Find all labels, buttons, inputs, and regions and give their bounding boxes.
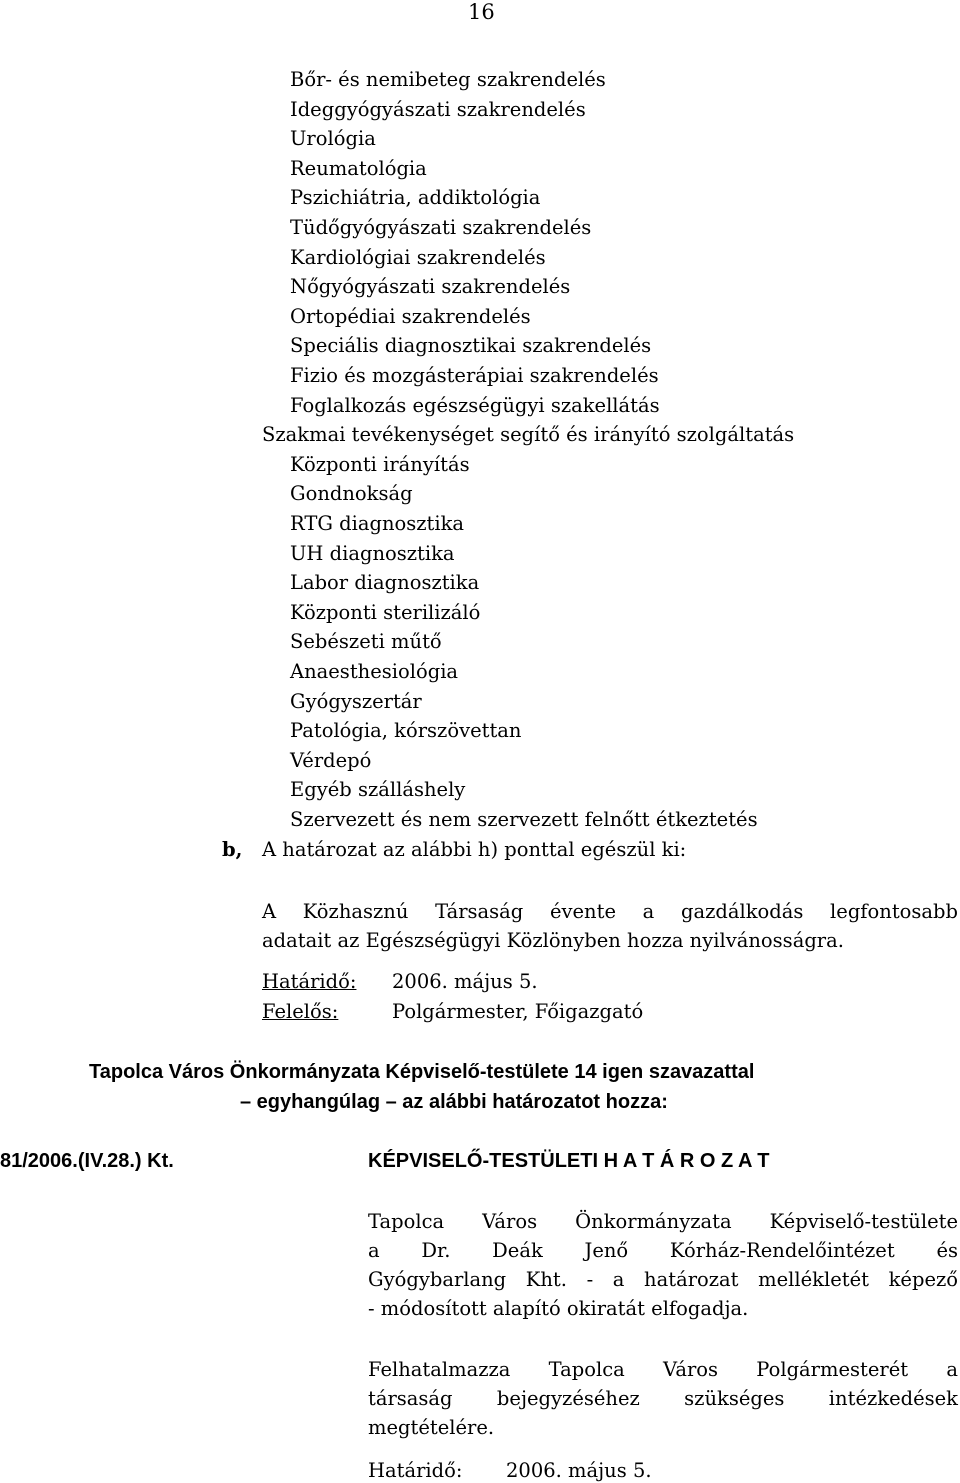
decision-paragraph-line: a Dr. Deák Jenő Kórház-Rendelőintézet és bbox=[368, 1239, 958, 1262]
service-list-item: Fizio és mozgásterápiai szakrendelés bbox=[290, 364, 659, 387]
service-list-item: Kardiológiai szakrendelés bbox=[290, 246, 546, 269]
service-list-item: Egyéb szálláshely bbox=[290, 778, 466, 801]
service-list-item: Szervezett és nem szervezett felnőtt étkeztetés bbox=[290, 808, 758, 831]
service-list-item: Ortopédiai szakrendelés bbox=[290, 305, 531, 328]
service-list-item: Bőr- és nemibeteg szakrendelés bbox=[290, 68, 606, 91]
responsible-value: Polgármester, Főigazgató bbox=[392, 1000, 644, 1023]
publication-line: A Közhasznú Társaság évente a gazdálkodás legfontosabb bbox=[262, 900, 958, 923]
service-list-item: Gondnokság bbox=[290, 482, 413, 505]
service-list-item: Ideggyógyászati szakrendelés bbox=[290, 98, 586, 121]
service-list-item: Szakmai tevékenységet segítő és irányító szolgáltatás bbox=[262, 423, 795, 446]
item-b-letter: b, bbox=[222, 838, 243, 861]
service-list-item: Patológia, kórszövettan bbox=[290, 719, 522, 742]
service-list-item: Labor diagnosztika bbox=[290, 571, 480, 594]
decision-heading: KÉPVISELŐ-TESTÜLETI H A T Á R O Z A T bbox=[368, 1150, 770, 1172]
item-b-text: A határozat az alábbi h) ponttal egészül ki: bbox=[262, 838, 687, 861]
page-number: 16 bbox=[468, 0, 495, 24]
service-list-item: Anaesthesiológia bbox=[290, 660, 459, 683]
service-list-item: UH diagnosztika bbox=[290, 542, 455, 565]
decision-paragraph-2 bbox=[368, 1355, 958, 1442]
service-list-item: Pszichiátria, addiktológia bbox=[290, 186, 541, 209]
decision-paragraph-1 bbox=[368, 1207, 958, 1323]
vote-line: – egyhangúlag – az alábbi határozatot hozza: bbox=[240, 1091, 668, 1113]
publication-line: adatait az Egészségügyi Közlönyben hozza nyilvánosságra. bbox=[262, 929, 844, 952]
service-list-item: Központi irányítás bbox=[290, 453, 470, 476]
decision-deadline-value: 2006. május 5. bbox=[506, 1459, 652, 1482]
service-list-item: Vérdepó bbox=[290, 749, 372, 772]
service-list-item: Tüdőgyógyászati szakrendelés bbox=[290, 216, 592, 239]
decision-paragraph-line: Felhatalmazza Tapolca Város Polgármesterét a bbox=[368, 1358, 958, 1381]
service-list-item: Sebészeti műtő bbox=[290, 630, 442, 653]
publication-paragraph bbox=[262, 897, 958, 955]
service-list-item: Gyógyszertár bbox=[290, 690, 422, 713]
service-list-item: Foglalkozás egészségügyi szakellátás bbox=[290, 394, 660, 417]
service-list-item: Nőgyógyászati szakrendelés bbox=[290, 275, 571, 298]
decision-paragraph-line: - módosított alapító okiratát elfogadja. bbox=[368, 1297, 749, 1320]
responsible-row bbox=[262, 1000, 338, 1023]
responsible-label: Felelős: bbox=[262, 1000, 339, 1023]
vote-line: Tapolca Város Önkormányzata Képviselő-testülete 14 igen szavazattal bbox=[89, 1061, 755, 1083]
decision-paragraph-line: Gyógybarlang Kht. - a határozat mellékletét képező bbox=[368, 1268, 958, 1291]
service-list-item: Speciális diagnosztikai szakrendelés bbox=[290, 334, 652, 357]
service-list-item: Urológia bbox=[290, 127, 376, 150]
decision-paragraph-line: megtételére. bbox=[368, 1416, 495, 1439]
service-list-item: Központi sterilizáló bbox=[290, 601, 481, 624]
service-list-item: RTG diagnosztika bbox=[290, 512, 465, 535]
deadline-value: 2006. május 5. bbox=[392, 970, 538, 993]
decision-number: 81/2006.(IV.28.) Kt. bbox=[0, 1150, 174, 1172]
deadline-row bbox=[262, 970, 356, 993]
decision-paragraph-line: társaság bejegyzéséhez szükséges intézkedések bbox=[368, 1387, 958, 1410]
decision-paragraph-line: Tapolca Város Önkormányzata Képviselő-testülete bbox=[368, 1210, 958, 1233]
decision-deadline-label: Határidő: bbox=[368, 1459, 463, 1482]
service-list-item: Reumatológia bbox=[290, 157, 427, 180]
deadline-label: Határidő: bbox=[262, 970, 357, 993]
